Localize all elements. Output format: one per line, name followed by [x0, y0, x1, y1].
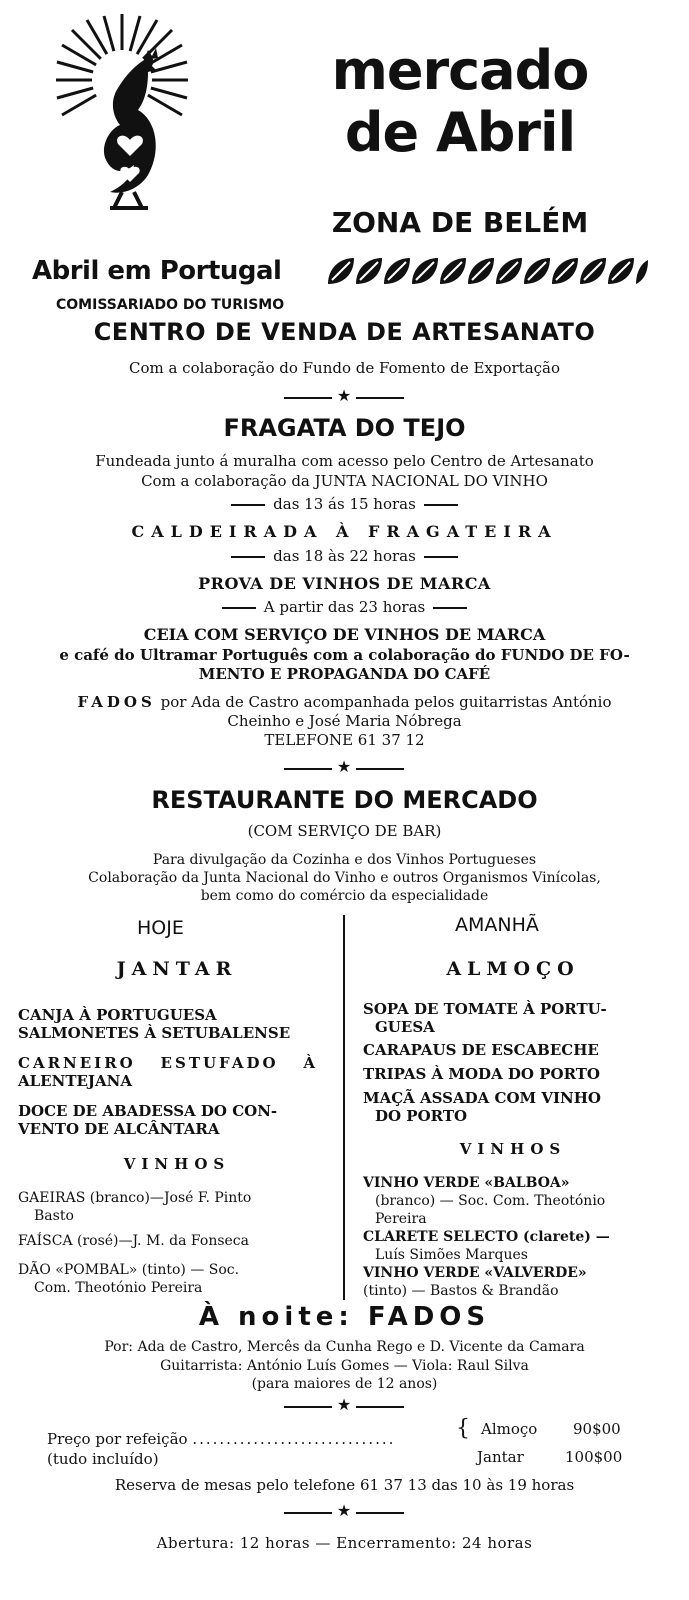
time-1: das 13 ás 15 horas [0, 495, 689, 513]
tomorrow-wine-2: CLARETE SELECTO (clarete) — [363, 1229, 610, 1245]
tomorrow-wines-title: VINHOS [459, 1140, 567, 1158]
today-wines-title: VINHOS [123, 1155, 231, 1173]
today-dish-3: CARNEIRO ESTUFADO À [18, 1054, 318, 1072]
today-dish-3b: ALENTEJANA [18, 1072, 133, 1090]
divider-4: ★ [284, 1504, 404, 1520]
time-3: A partir das 23 horas [0, 598, 689, 616]
restaurante-title: RESTAURANTE DO MERCADO [151, 786, 538, 814]
today-wine-1: GAEIRAS (branco)—José F. Pinto [18, 1190, 252, 1206]
fados-line1: FADOS por Ada de Castro acompanhada pelos guitarristas António [77, 693, 612, 711]
jantar-label: Jantar [477, 1448, 524, 1466]
zone-label: ZONA DE BELÉM [331, 206, 589, 239]
tomorrow-wine-3: VINHO VERDE «VALVERDE» [363, 1265, 587, 1281]
price-brace: { [456, 1416, 470, 1441]
night-title: À noite: FADOS [0, 1302, 689, 1332]
today-dish-4b: VENTO DE ALCÂNTARA [18, 1120, 220, 1138]
restaurante-line3: bem como do comércio da especialidade [200, 888, 489, 904]
night-line3: (para maiores de 12 anos) [251, 1376, 438, 1392]
event-ceia-l3: MENTO E PROPAGANDA DO CAFÉ [198, 665, 491, 683]
tomorrow-dish-1b: GUESA [375, 1018, 435, 1036]
night-line2: Guitarrista: António Luís Gomes — Viola: Raul Silva [160, 1358, 529, 1374]
hours-line: Abertura: 12 horas — Encerramento: 24 horas [156, 1534, 533, 1552]
fragata-line2: Com a colaboração da JUNTA NACIONAL DO VINHO [141, 472, 548, 490]
tomorrow-label: AMANHÃ [455, 914, 539, 936]
brand-label: Abril em Portugal [32, 256, 282, 286]
today-dish-1: CANJA À PORTUGUESA [18, 1006, 217, 1024]
tomorrow-dish-3: TRIPAS À MODA DO PORTO [363, 1065, 600, 1083]
phone-1: TELEFONE 61 37 12 [264, 731, 425, 749]
commission-label: COMISSARIADO DO TURISMO [56, 297, 285, 313]
column-divider [343, 915, 345, 1300]
event-prova: PROVA DE VINHOS DE MARCA [198, 574, 491, 593]
tomorrow-meal: ALMOÇO [446, 958, 580, 980]
title-line1: mercado [331, 39, 589, 102]
tomorrow-wine-1c: Pereira [375, 1211, 427, 1227]
today-wine-3b: Com. Theotónio Pereira [34, 1280, 203, 1296]
night-line1: Por: Ada de Castro, Mercês da Cunha Rego e D. Vicente da Camara [104, 1339, 585, 1355]
tomorrow-dish-4b: DO PORTO [375, 1107, 468, 1125]
event-ceia: CEIA COM SERVIÇO DE VINHOS DE MARCA [143, 625, 546, 644]
almoco-price: 90$00 [573, 1420, 621, 1438]
restaurante-line1: Para divulgação da Cozinha e dos Vinhos Portugueses [152, 852, 537, 868]
tomorrow-dish-2: CARAPAUS DE ESCABECHE [363, 1041, 599, 1059]
restaurante-line2: Colaboração da Junta Nacional do Vinho e outros Organismos Vinícolas, [88, 870, 601, 886]
tomorrow-dish-1: SOPA DE TOMATE À PORTU- [363, 1000, 607, 1018]
tomorrow-wine-1: VINHO VERDE «BALBOA» [363, 1175, 570, 1191]
event-caldeirada: CALDEIRADA À FRAGATEIRA [131, 522, 558, 541]
event-ceia-l2: e café do Ultramar Português com a colaboração do FUNDO DE FO- [59, 646, 630, 664]
today-dish-4: DOCE DE ABADESSA DO CON- [18, 1102, 278, 1120]
time-2: das 18 às 22 horas [0, 547, 689, 565]
artesanato-title: CENTRO DE VENDA DE ARTESANATO [93, 318, 596, 346]
today-wine-1b: Basto [34, 1208, 74, 1224]
tomorrow-wine-2b: Luís Simões Marques [375, 1247, 528, 1263]
reserve-line: Reserva de mesas pelo telefone 61 37 13 das 10 às 19 horas [114, 1476, 575, 1494]
today-dish-2: SALMONETES À SETUBALENSE [18, 1024, 291, 1042]
today-label: HOJE [137, 917, 184, 939]
fragata-line1: Fundeada junto á muralha com acesso pelo Centro de Artesanato [95, 452, 594, 470]
rooster-sun-icon [52, 10, 192, 210]
leaf-chain-icon [326, 254, 650, 288]
today-wine-3: DÃO «POMBAL» (tinto) — Soc. [18, 1262, 240, 1278]
divider-3: ★ [284, 1398, 404, 1414]
today-meal: JANTAR [116, 958, 238, 980]
almoco-label: Almoço [481, 1420, 538, 1438]
price-label-2: (tudo incluído) [47, 1450, 159, 1468]
artesanato-collab: Com a colaboração do Fundo de Fomento de Exportação [128, 359, 561, 377]
fragata-title: FRAGATA DO TEJO [223, 414, 466, 442]
tomorrow-wine-3b: (tinto) — Bastos & Brandão [363, 1283, 559, 1299]
divider-1: ★ [284, 389, 404, 405]
tomorrow-dish-4: MAÇÃ ASSADA COM VINHO [363, 1089, 601, 1107]
fados-line2: Cheinho e José Maria Nóbrega [227, 712, 462, 730]
title-line2: de Abril [344, 101, 576, 164]
today-wine-2: FAÍSCA (rosé)—J. M. da Fonseca [18, 1233, 249, 1249]
restaurante-subtitle: (COM SERVIÇO DE BAR) [247, 822, 442, 840]
price-label: Preço por refeição .............................. [47, 1430, 396, 1448]
tomorrow-wine-1b: (branco) — Soc. Com. Theotónio [375, 1193, 606, 1209]
jantar-price: 100$00 [565, 1448, 623, 1466]
divider-2: ★ [284, 760, 404, 776]
